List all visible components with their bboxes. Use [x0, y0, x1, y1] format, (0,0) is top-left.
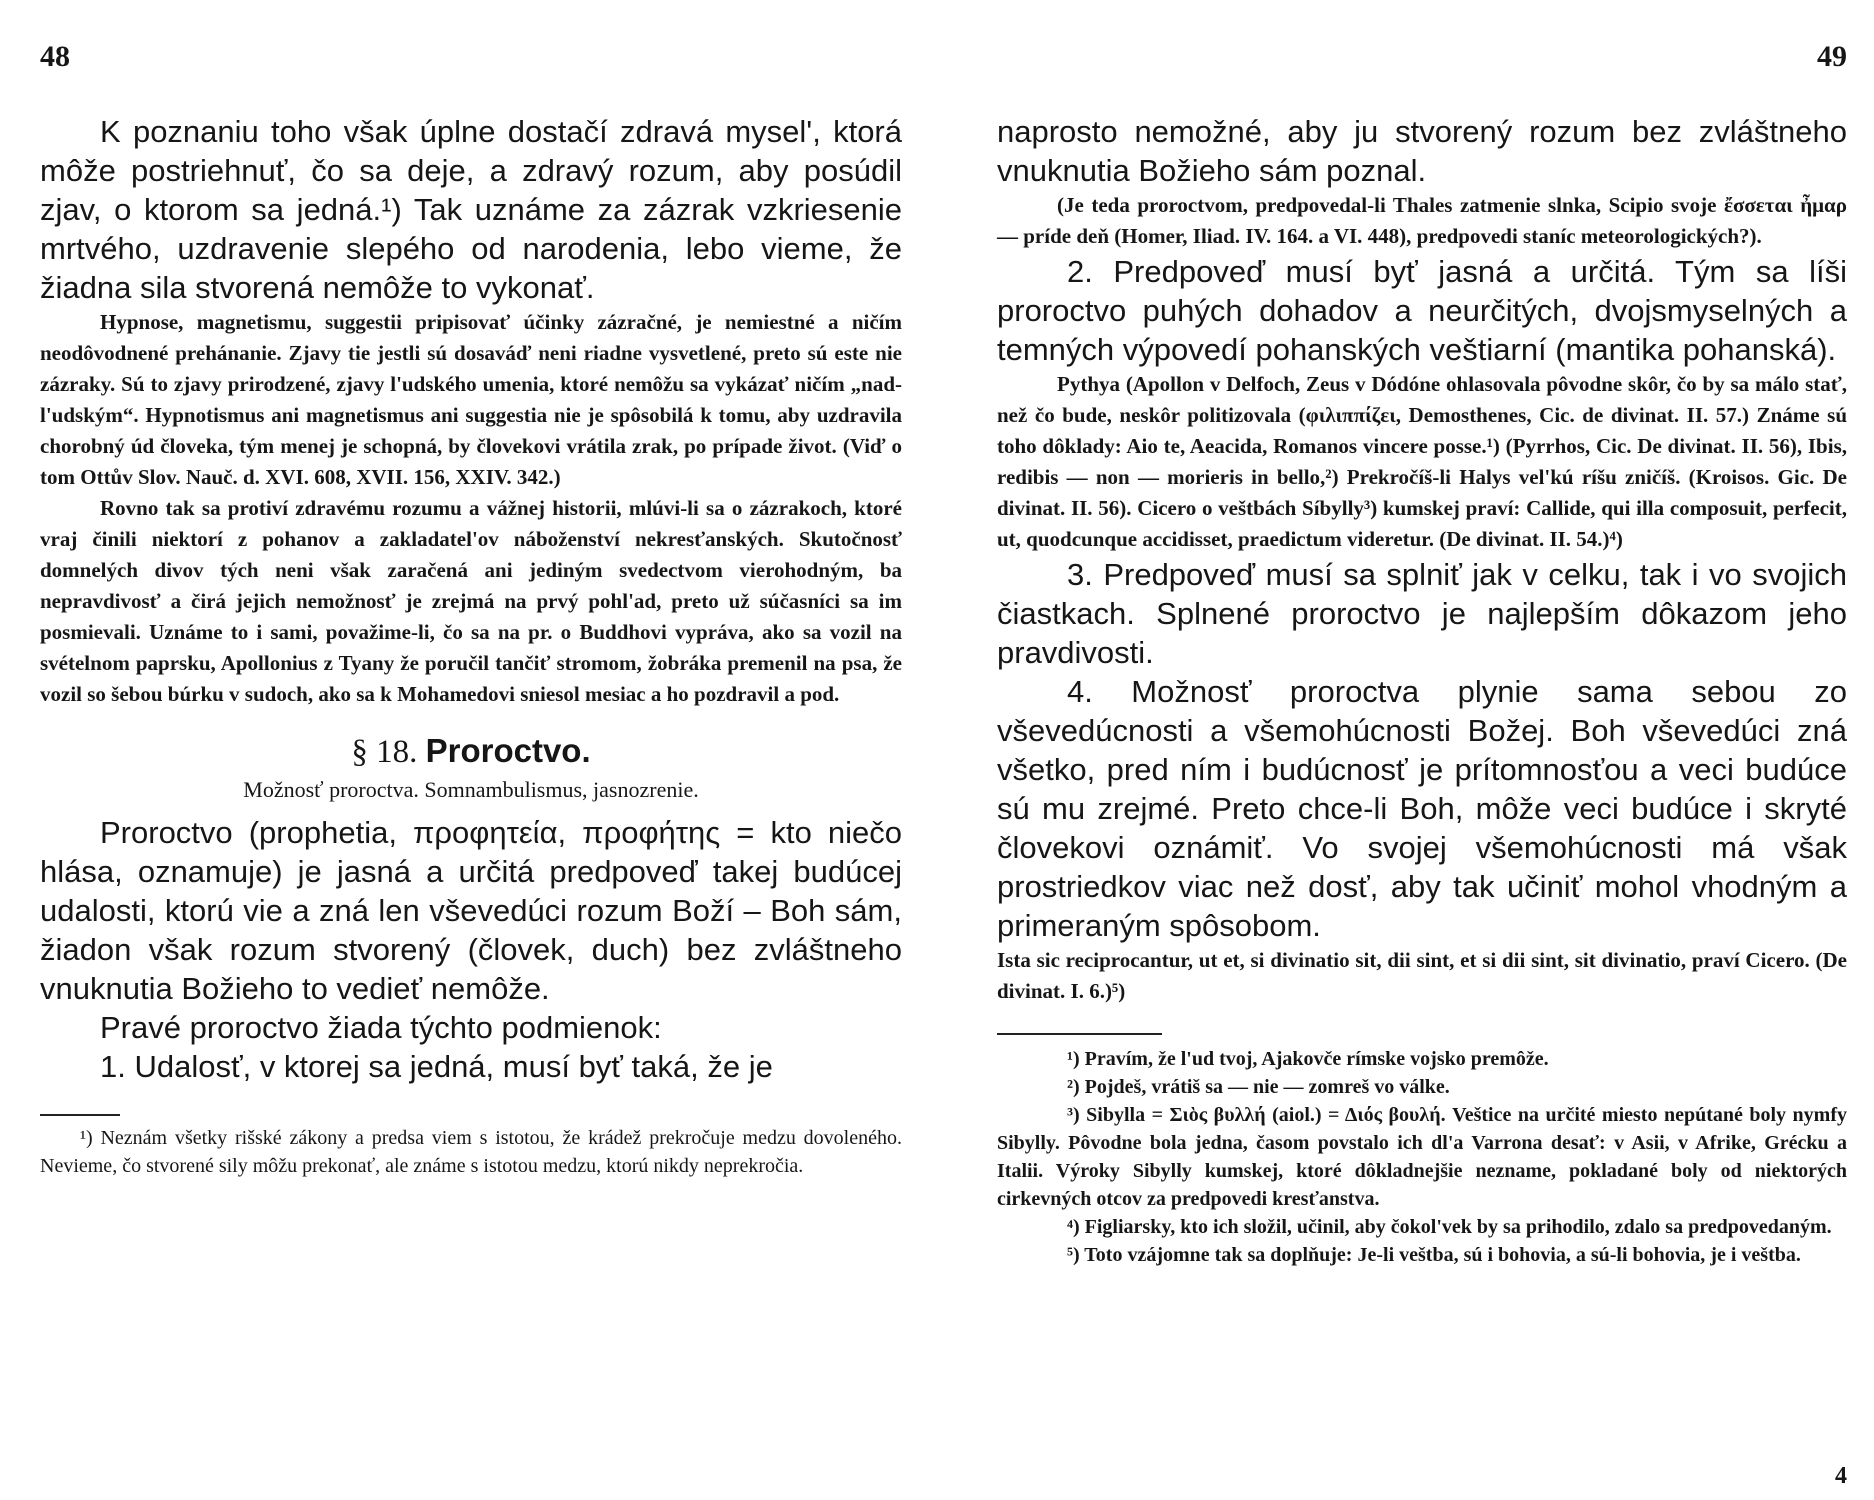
- left-paragraph-3: Rovno tak sa protiví zdravému rozumu a vážnej historii, mlúvi-li sa o zázrakoch, ktoré vraj činili niektorí z pohanov a zakladatel'ov náboženství nekresťanských. Skutočnosť domnelých divov tých neni však zaračená ani jediným svedectvom vierohodným, ba nepravdivosť a čirá jejich nemožnosť je zrejmá na prvý pohl'ad, preto už súčasníci sa im posmievali. Uznáme to i sami, považime-li, čo sa na pr. o Buddhovi vypráva, ako sa vozil na svételnom paprsku, Apollonius z Tyany že poručil tančiť stromom, žobráka premenil na psa, že vozil so šebou búrku v sudoch, ako sa k Mohamedovi sniesol mesiac a ho pozdravil a pod.: [40, 496, 902, 706]
- left-paragraph-1: K poznaniu toho však úplne dostačí zdravá mysel', ktorá môže postriehnuť, čo sa deje, a zdravý rozum, aby posúdil zjav, o ktorom sa jedná.¹) Tak uznáme za zázrak vzkriesenie mrtvého, uzdravenie slepého od narodenia, lebo vieme, že žiadna sila stvorená nemôže to vykonať.: [40, 114, 902, 305]
- right-paragraph-3: 2. Predpoveď musí byť jasná a určitá. Tým sa líši proroctvo puhých dohadov a neurčitých, dvojsmyselných a temných výpovedí pohanských veštiarní (mantika pohanská).: [997, 254, 1847, 367]
- left-page-number: 48: [40, 40, 70, 73]
- right-paragraph-7: Ista sic reciprocantur, ut et, si divinatio sit, dii sint, et si dii sint, sit divinatio, praví Cicero. (De divinat. I. 6.)⁵): [997, 948, 1847, 1003]
- right-paragraph-1: naprosto nemožné, aby ju stvorený rozum bez zvláštneho vnuknutia Božieho sám poznal.: [997, 114, 1847, 188]
- right-footnote-1: ¹) Pravím, že l'ud tvoj, Ajakovče rímske vojsko premôže.: [1067, 1048, 1549, 1070]
- right-page-number: 49: [1817, 40, 1847, 73]
- right-footnote-5: ⁵) Toto vzájomne tak sa doplňuje: Je-li veštba, sú i bohovia, a sú-li bohovia, je i veštba.: [1067, 1244, 1801, 1266]
- right-paragraph-2: (Je teda proroctvom, predpovedal-li Thales zatmenie slnka, Scipio svoje ἔσσεται ἦμαρ — príde deň (Homer, Iliad. IV. 164. a VI. 448), predpovedi staníc meteorologických?).: [997, 193, 1847, 248]
- right-paragraph-5: 3. Predpoveď musí sa splniť jak v celku, tak i vo svojich čiastkach. Splnené proroctvo je najlepším dôkazom jeho pravdivosti.: [997, 557, 1847, 670]
- right-page-body: [997, 112, 1847, 1269]
- left-footnote-1: ¹) Neznám všetky rišské zákony a predsa viem s istotou, že krádež prekročuje medzu dovoleného. Nevieme, čo stvorené sily môžu prekonať, ale známe s istotou medzu, ktorú nikdy neprekročia.: [40, 1127, 902, 1177]
- section-heading: [40, 732, 902, 771]
- section-sign: § 18.: [351, 734, 418, 770]
- left-page-body: [40, 112, 902, 1180]
- right-paragraph-4: Pythya (Apollon v Delfoch, Zeus v Dódóne ohlasovala pôvodne skôr, čo by sa málo stať, než čo bude, neskôr politizovala (φιλιππίζει, Demosthenes, Cic. de divinat. II. 57.) Známe sú toho dôklady: Aio te, Aeacida, Romanos vincere posse.¹) (Pyrrhos, Cic. De divinat. II. 56), Ibis, redibis — non — morieris in bello,²) Prekročíš-li Halys vel'kú ríšu zničíš. (Kroisos. Gic. De divinat. II. 56). Cicero o veštbách Síbylly³) kumskej praví: Callide, qui illa composuit, perfecit, ut, quodcunque accidisset, praedictum videretur. (De divinat. II. 54.)⁴): [997, 372, 1847, 551]
- section-title: Proroctvo.: [425, 732, 591, 769]
- right-paragraph-6: 4. Možnosť proroctva plynie sama sebou zo vševedúcnosti a všemohúcnosti Božej. Boh vševedúci zná všetko, pred ním i budúcnosť je prítomnosťou a veci budúce sú mu zrejmé. Preto chce-li Boh, môže veci budúce i skryté človekovi oznámiť. Vo svojej všemohúcnosti má však prostriedkov viac než dosť, aby tak učiniť mohol vhodným a primeraným spôsobom.: [997, 674, 1847, 943]
- right-footnote-3: ³) Sibylla = Σιὸς βυλλή (aiol.) = Διός βουλή. Veštice na určité miesto nepútané boly nymfy Sibylly. Pôvodne bola jedna, časom povstalo ich dl'a Varrona desať: v Asii, v Afrike, Grécku a Italii. Výroky Sibylly kumskej, ktoré dôkladnejšie nezname, pokladané boly od niektorých cirkevných otcov za predpovedi kresťanstva.: [997, 1104, 1847, 1210]
- section-subheading: Možnosť proroctva. Somnambulismus, jasnozrenie.: [243, 777, 699, 802]
- footnote-divider: [997, 1033, 1162, 1035]
- footnote-divider: [40, 1114, 120, 1116]
- left-paragraph-2: Hypnose, magnetismu, suggestii pripisovať účinky zázračné, je nemiestné a ničím neodôvodnené prehánanie. Zjavy tie jestli sú dosaváď neni riadne vysvetlené, preto sú este nie zázraky. Sú to zjavy prirodzené, zjavy l'udského umenia, ktoré nemôžu sa vykázať ničím „nad-l'udským“. Hypnotismus ani magnetismus ani suggestia nie je spôsobilá k tomu, aby uzdravila chorobný úd človeka, tým menej je schopná, by človekovi vrátila zrak, po prípade život. (Viď o tom Ottův Slov. Nauč. d. XVI. 608, XVII. 156, XXIV. 342.): [40, 310, 902, 489]
- left-paragraph-6: 1. Udalosť, v ktorej sa jedná, musí byť taká, že je: [100, 1049, 773, 1084]
- left-paragraph-5: Pravé proroctvo žiada týchto podmienok:: [100, 1010, 662, 1045]
- signature-mark: 4: [1835, 1463, 1847, 1489]
- left-paragraph-4: Proroctvo (prophetia, προφητεία, προφήτης = kto niečo hlása, oznamuje) je jasná a určitá predpoveď takej budúcej udalosti, ktorú vie a zná len vševedúci rozum Boží – Boh sám, žiadon však rozum stvorený (človek, duch) bez zvláštneho vnuknutia Božieho to vedieť nemôže.: [40, 815, 902, 1006]
- left-page: [40, 0, 902, 1500]
- right-footnote-4: ⁴) Figliarsky, kto ich složil, učinil, aby čokol'vek by sa prihodilo, zdalo sa predpovedaným.: [1067, 1216, 1832, 1238]
- right-footnote-2: ²) Pojdeš, vrátiš sa — nie — zomreš vo válke.: [1067, 1076, 1450, 1098]
- right-page: [997, 0, 1847, 1500]
